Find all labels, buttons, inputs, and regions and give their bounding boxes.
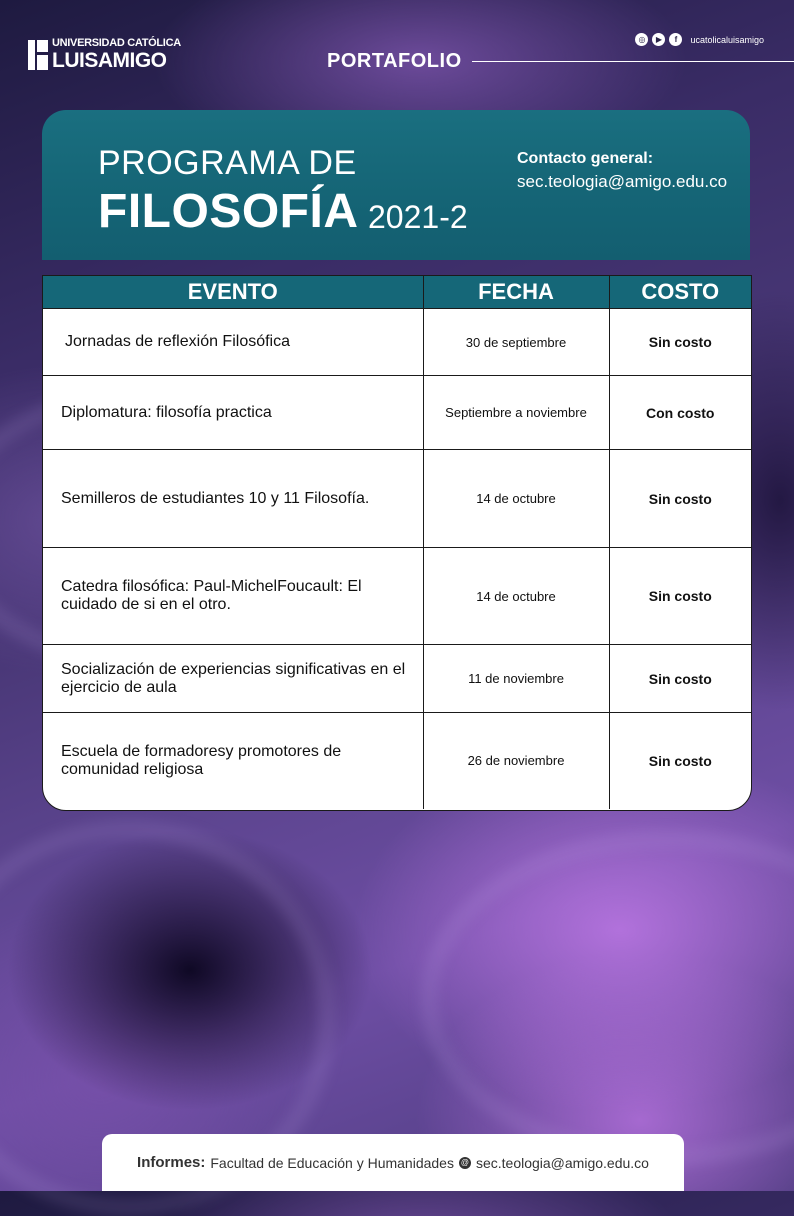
header-costo: COSTO: [609, 276, 751, 309]
evento-cell: Jornadas de reflexión Filosófica: [43, 309, 423, 376]
evento-cell: Semilleros de estudiantes 10 y 11 Filosofía.: [43, 450, 423, 548]
section-rule: [472, 61, 794, 62]
header-fecha: FECHA: [423, 276, 609, 309]
fecha-cell: 11 de noviembre: [423, 645, 609, 713]
header-evento: EVENTO: [43, 276, 423, 309]
fecha-cell: 14 de octubre: [423, 450, 609, 548]
table-row: [43, 450, 751, 548]
table-row: [43, 548, 751, 645]
title-line1: PROGRAMA DE: [98, 144, 357, 182]
table-row: [43, 309, 751, 376]
fecha-cell: 14 de octubre: [423, 548, 609, 645]
footer-text: Facultad de Educación y Humanidades: [210, 1154, 454, 1171]
costo-cell: Con costo: [609, 376, 751, 450]
evento-cell: Socialización de experiencias significativas en el ejercicio de aula: [43, 645, 423, 713]
table-row: [43, 713, 751, 809]
fecha-cell: Septiembre a noviembre: [423, 376, 609, 450]
footer-bar: [102, 1134, 684, 1191]
fecha-cell: 26 de noviembre: [423, 713, 609, 809]
social-handle: ucatolicaluisamigo: [690, 34, 764, 45]
instagram-icon[interactable]: ◎: [635, 33, 648, 46]
title-card: [42, 110, 750, 260]
mail-icon: @: [460, 1158, 470, 1167]
evento-cell: Diplomatura: filosofía practica: [43, 376, 423, 450]
table-row: [43, 645, 751, 713]
logo-mark-icon: [28, 40, 48, 70]
fecha-cell: 30 de septiembre: [423, 309, 609, 376]
evento-cell: Escuela de formadoresy promotores de comunidad religiosa: [43, 713, 423, 809]
contact-label: Contacto general:: [517, 150, 654, 167]
section-label: PORTAFOLIO: [327, 50, 462, 72]
table-header-row: [43, 276, 751, 309]
youtube-icon[interactable]: ▶: [652, 33, 665, 46]
table-row: [43, 376, 751, 450]
logo-top-text: UNIVERSIDAD CATÓLICA: [52, 37, 181, 49]
footer-email[interactable]: sec.teologia@amigo.edu.co: [475, 1154, 649, 1171]
costo-cell: Sin costo: [609, 645, 751, 713]
logo-bottom-text: LUISAMIGO: [52, 49, 167, 72]
costo-cell: Sin costo: [609, 309, 751, 376]
costo-cell: Sin costo: [609, 548, 751, 645]
costo-cell: Sin costo: [648, 752, 712, 769]
title-year: 2021-2: [368, 199, 468, 235]
university-logo: [28, 38, 181, 71]
footer-label: Informes:: [137, 1154, 206, 1171]
title-line2: FILOSOFÍA: [98, 185, 359, 238]
social-bar: [635, 33, 764, 46]
facebook-icon[interactable]: f: [669, 33, 682, 46]
events-table: [42, 275, 752, 811]
contact-email[interactable]: sec.teologia@amigo.edu.co: [517, 172, 728, 191]
evento-cell: Catedra filosófica: Paul-MichelFoucault: El cuidado de si en el otro.: [43, 548, 423, 645]
costo-cell: Sin costo: [609, 450, 751, 548]
